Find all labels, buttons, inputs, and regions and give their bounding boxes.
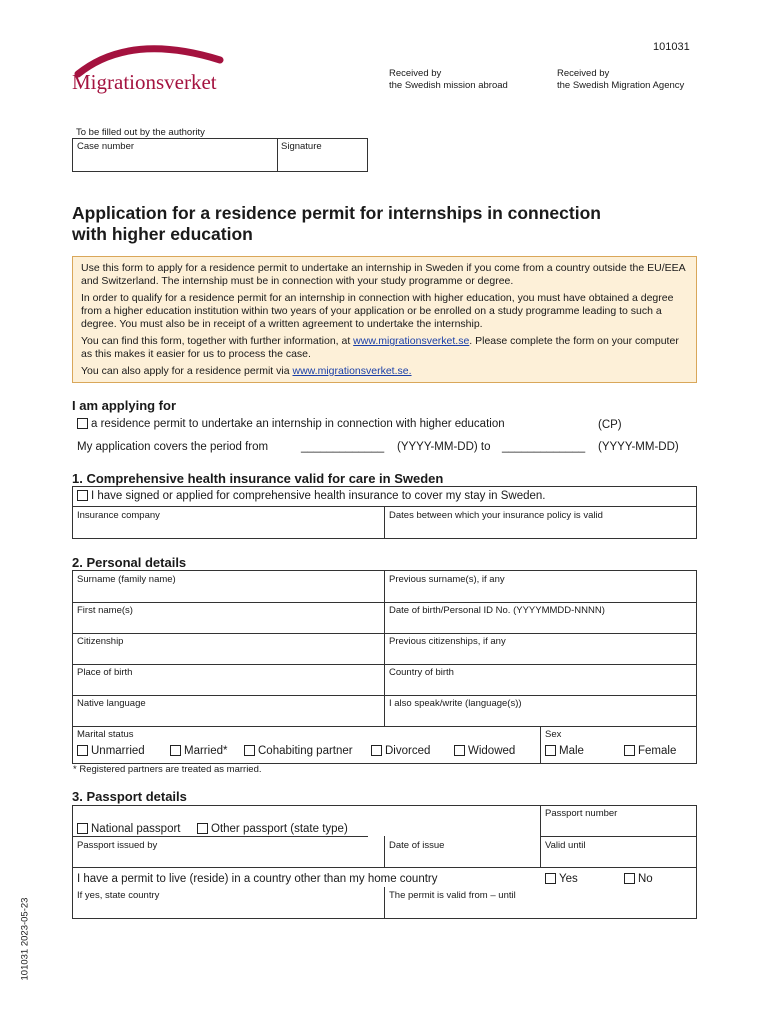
s3-col-line-mid — [384, 836, 385, 867]
info-paragraph-3: You can find this form, together with further information, at www.migrationsverket.se. Please complete the form on your computer as this makes it easier for us to process the case. — [81, 335, 679, 360]
permit-question: I have a permit to live (reside) in a country other than my home country — [77, 873, 438, 885]
apply-online-link[interactable]: www.migrationsverket.se. — [292, 365, 412, 377]
logo-text: Migrationsverket — [72, 70, 217, 94]
passport-number-field[interactable]: Passport number — [545, 808, 618, 819]
applying-heading: I am applying for — [72, 398, 177, 413]
received-agency-label: Received by the Swedish Migration Agency — [557, 68, 685, 91]
date-of-issue-field[interactable]: Date of issue — [389, 840, 445, 851]
s3-passnum-line — [540, 836, 697, 837]
insurance-checkbox[interactable] — [77, 490, 88, 501]
insurance-option: I have signed or applied for comprehensive health insurance to cover my stay in Sweden. — [77, 490, 546, 502]
checkbox-icon[interactable] — [170, 745, 181, 756]
period-to-input[interactable]: _____________ — [502, 441, 586, 453]
permit-valid-field[interactable]: The permit is valid from – until — [389, 890, 516, 901]
surname-field[interactable]: Surname (family name) — [77, 574, 176, 585]
case-number-field[interactable]: Case number — [77, 141, 135, 152]
first-names-field[interactable]: First name(s) — [77, 605, 133, 616]
info-box — [72, 256, 697, 383]
national-passport-option[interactable]: National passport — [77, 823, 181, 835]
marital-widowed[interactable]: Widowed — [454, 745, 515, 757]
other-languages-field[interactable]: I also speak/write (language(s)) — [389, 698, 522, 709]
checkbox-icon[interactable] — [624, 873, 635, 884]
checkbox-icon[interactable] — [624, 745, 635, 756]
applying-checkbox[interactable] — [77, 418, 88, 429]
info-paragraph-1: Use this form to apply for a residence permit to undertake an internship in Sweden if you come from a country outside the EU/EEA and Switzerland. The internship must be in connection with your study programme or degree. — [81, 262, 686, 287]
s3-passport-type-line — [72, 836, 368, 837]
permit-yes-option[interactable]: Yes — [545, 873, 578, 885]
place-of-birth-field[interactable]: Place of birth — [77, 667, 133, 678]
insurance-company-field[interactable]: Insurance company — [77, 510, 160, 521]
citizenship-field[interactable]: Citizenship — [77, 636, 124, 647]
signature-field[interactable]: Signature — [281, 141, 322, 152]
marital-cohabiting[interactable]: Cohabiting partner — [244, 745, 353, 757]
form-number: 101031 — [653, 41, 690, 53]
marital-divorced[interactable]: Divorced — [371, 745, 430, 757]
s3-col-line-bottom — [384, 887, 385, 919]
checkbox-icon[interactable] — [197, 823, 208, 834]
side-form-code: 101031 2023-05-23 — [19, 897, 31, 981]
section1-divider-v — [384, 506, 385, 539]
info-paragraph-4: You can also apply for a residence permit via www.migrationsverket.se. — [81, 365, 412, 377]
period-from-format: (YYYY-MM-DD) to — [397, 441, 491, 453]
marital-married[interactable]: Married* — [170, 745, 227, 757]
marital-footnote: * Registered partners are treated as married. — [73, 764, 262, 775]
info-paragraph-2: In order to qualify for a residence permit for an internship in connection with higher education, you must have obtained a degree from a higher education institution within two years of your application or be enrolled on a study programme leading to such a degree. You must also be in receipt of a written agreement to undertake the internship. — [81, 292, 674, 330]
permit-country-field[interactable]: If yes, state country — [77, 890, 160, 901]
s2-row-line-5 — [72, 726, 697, 727]
marital-status-label: Marital status — [77, 729, 134, 740]
previous-citizenships-field[interactable]: Previous citizenships, if any — [389, 636, 506, 647]
native-language-field[interactable]: Native language — [77, 698, 146, 709]
applying-option: a residence permit to undertake an internship in connection with higher education — [77, 418, 505, 430]
permit-no-option[interactable]: No — [624, 873, 653, 885]
checkbox-icon[interactable] — [77, 823, 88, 834]
applying-code: (CP) — [598, 419, 622, 431]
s3-row-line — [72, 867, 697, 868]
previous-surnames-field[interactable]: Previous surname(s), if any — [389, 574, 505, 585]
checkbox-icon[interactable] — [371, 745, 382, 756]
received-mission-label: Received by the Swedish mission abroad — [389, 68, 508, 91]
other-passport-option[interactable]: Other passport (state type) — [197, 823, 348, 835]
passport-issued-by-field[interactable]: Passport issued by — [77, 840, 158, 851]
s2-sex-line — [540, 726, 541, 764]
checkbox-icon[interactable] — [244, 745, 255, 756]
period-label: My application covers the period from — [77, 441, 269, 453]
insurance-dates-field[interactable]: Dates between which your insurance policy is valid — [389, 510, 603, 521]
dob-field[interactable]: Date of birth/Personal ID No. (YYYYMMDD-NNNN) — [389, 605, 605, 616]
section1-heading: 1. Comprehensive health insurance valid for care in Sweden — [72, 471, 444, 486]
migrationsverket-logo — [70, 38, 230, 98]
authority-caption: To be filled out by the authority — [76, 127, 205, 138]
page-title: Application for a residence permit for internships in connection with higher education — [72, 203, 601, 244]
checkbox-icon[interactable] — [545, 745, 556, 756]
period-from-input[interactable]: _____________ — [301, 441, 385, 453]
checkbox-icon[interactable] — [545, 873, 556, 884]
checkbox-icon[interactable] — [454, 745, 465, 756]
period-to-format: (YYYY-MM-DD) — [598, 441, 679, 453]
authority-divider — [277, 138, 278, 172]
section3-heading: 3. Passport details — [72, 789, 187, 804]
sex-male[interactable]: Male — [545, 745, 584, 757]
valid-until-field[interactable]: Valid until — [545, 840, 586, 851]
sex-label: Sex — [545, 729, 562, 740]
s2-col-line — [384, 570, 385, 726]
marital-unmarried[interactable]: Unmarried — [77, 745, 145, 757]
sex-female[interactable]: Female — [624, 745, 676, 757]
country-of-birth-field[interactable]: Country of birth — [389, 667, 454, 678]
checkbox-icon[interactable] — [77, 745, 88, 756]
website-link[interactable]: www.migrationsverket.se — [353, 335, 470, 347]
section2-heading: 2. Personal details — [72, 555, 187, 570]
